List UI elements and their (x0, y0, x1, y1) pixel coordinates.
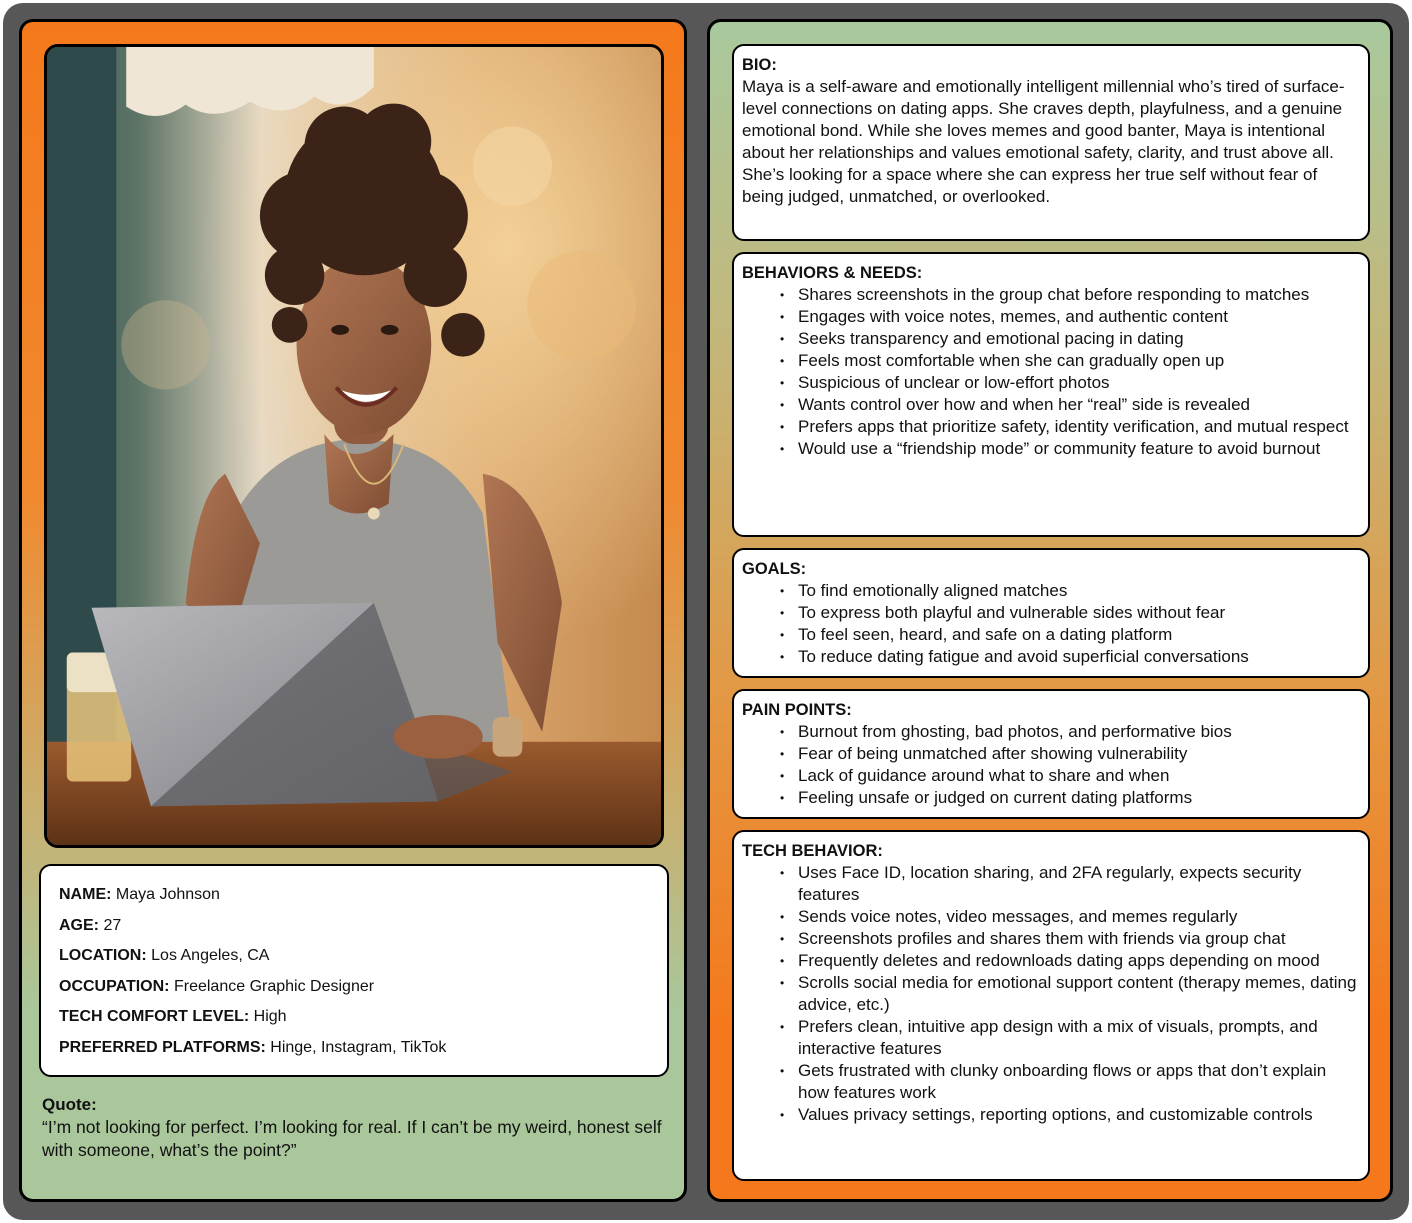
location-row (59, 943, 649, 974)
bio-title: BIO: (742, 56, 777, 74)
details-panel (707, 19, 1393, 1202)
occupation-value: Freelance Graphic Designer (173, 977, 375, 995)
persona-photo-illustration (47, 47, 661, 845)
list-item: • Engages with voice notes, memes, and authentic content (798, 306, 1358, 328)
list-item: • Scrolls social media for emotional support content (therapy memes, dating advice, etc.) (798, 972, 1358, 1016)
location-value: Los Angeles, CA (151, 947, 270, 964)
behaviors-list (742, 284, 1358, 460)
list-item: • Prefers apps that prioritize safety, identity verification, and mutual respect (798, 416, 1358, 438)
behaviors-card (732, 252, 1370, 537)
name-row (59, 882, 649, 913)
behaviors-title: BEHAVIORS & NEEDS: (742, 264, 923, 282)
list-item: • Feels most comfortable when she can gradually open up (798, 350, 1358, 372)
list-item: • Frequently deletes and redownloads dating apps depending on mood (798, 950, 1358, 972)
platforms-label: PREFERRED PLATFORMS: (59, 1038, 266, 1056)
bio-card (732, 44, 1370, 241)
tech-behavior-card (732, 830, 1370, 1181)
persona-photo (44, 44, 664, 848)
list-item: • Feeling unsafe or judged on current dating platforms (798, 787, 1358, 809)
list-item: • Values privacy settings, reporting options, and customizable controls (798, 1104, 1358, 1126)
list-item: • Prefers clean, intuitive app design with a mix of visuals, prompts, and interactive features (798, 1016, 1358, 1060)
occupation-row (59, 974, 649, 1005)
name-value: Maya Johnson (115, 886, 220, 903)
quote-text: “I’m not looking for perfect. I’m looking for real. If I can’t be my weird, honest self with someone, what’s the point?” (42, 1117, 662, 1160)
age-value: 27 (103, 916, 122, 934)
list-item: • To find emotionally aligned matches (798, 580, 1358, 602)
tech-comfort-row (59, 1004, 649, 1035)
tech-behavior-list (742, 862, 1358, 1126)
tech-comfort-label: TECH COMFORT LEVEL: (59, 1008, 250, 1025)
pain-points-list (742, 721, 1358, 809)
list-item: • Lack of guidance around what to share and when (798, 765, 1358, 787)
location-label: LOCATION: (59, 947, 147, 964)
quote-title: Quote: (42, 1095, 97, 1114)
list-item: • To reduce dating fatigue and avoid superficial conversations (798, 646, 1358, 668)
list-item: • To express both playful and vulnerable sides without fear (798, 602, 1358, 624)
list-item: • Shares screenshots in the group chat before responding to matches (798, 284, 1358, 306)
list-item: • Uses Face ID, location sharing, and 2FA regularly, expects security features (798, 862, 1358, 906)
age-label: AGE: (59, 916, 99, 934)
goals-title: GOALS: (742, 560, 807, 578)
list-item: • Gets frustrated with clunky onboarding flows or apps that don’t explain how features work (798, 1060, 1358, 1104)
platforms-value: Hinge, Instagram, TikTok (270, 1038, 447, 1056)
list-item: • Fear of being unmatched after showing vulnerability (798, 743, 1358, 765)
goals-list (742, 580, 1358, 668)
occupation-label: OCCUPATION: (59, 977, 170, 995)
tech-behavior-title: TECH BEHAVIOR: (742, 842, 883, 860)
tech-comfort-value: High (253, 1008, 287, 1025)
list-item: • Wants control over how and when her “real” side is revealed (798, 394, 1358, 416)
pain-points-title: PAIN POINTS: (742, 701, 852, 719)
age-row (59, 913, 649, 944)
pain-points-card (732, 689, 1370, 819)
goals-card (732, 548, 1370, 678)
profile-panel (19, 19, 687, 1202)
list-item: • Suspicious of unclear or low-effort photos (798, 372, 1358, 394)
platforms-row (59, 1035, 649, 1066)
profile-info-card (39, 864, 669, 1077)
quote-block (42, 1094, 672, 1162)
list-item: • Screenshots profiles and shares them with friends via group chat (798, 928, 1358, 950)
list-item: • Burnout from ghosting, bad photos, and performative bios (798, 721, 1358, 743)
list-item: • Sends voice notes, video messages, and memes regularly (798, 906, 1358, 928)
list-item: • To feel seen, heard, and safe on a dating platform (798, 624, 1358, 646)
list-item: • Would use a “friendship mode” or community feature to avoid burnout (798, 438, 1358, 460)
bio-text: Maya is a self-aware and emotionally intelligent millennial who’s tired of surface-level connections on dating apps. She craves depth, playfulness, and a genuine emotional bond. While she loves memes and good banter, Maya is intentional about her relationships and values emotional safety, clarity, and trust above all. She’s looking for a space where she can express her true self without fear of being judged, unmatched, or overlooked. (742, 77, 1345, 206)
name-label: NAME: (59, 886, 112, 903)
list-item: • Seeks transparency and emotional pacing in dating (798, 328, 1358, 350)
